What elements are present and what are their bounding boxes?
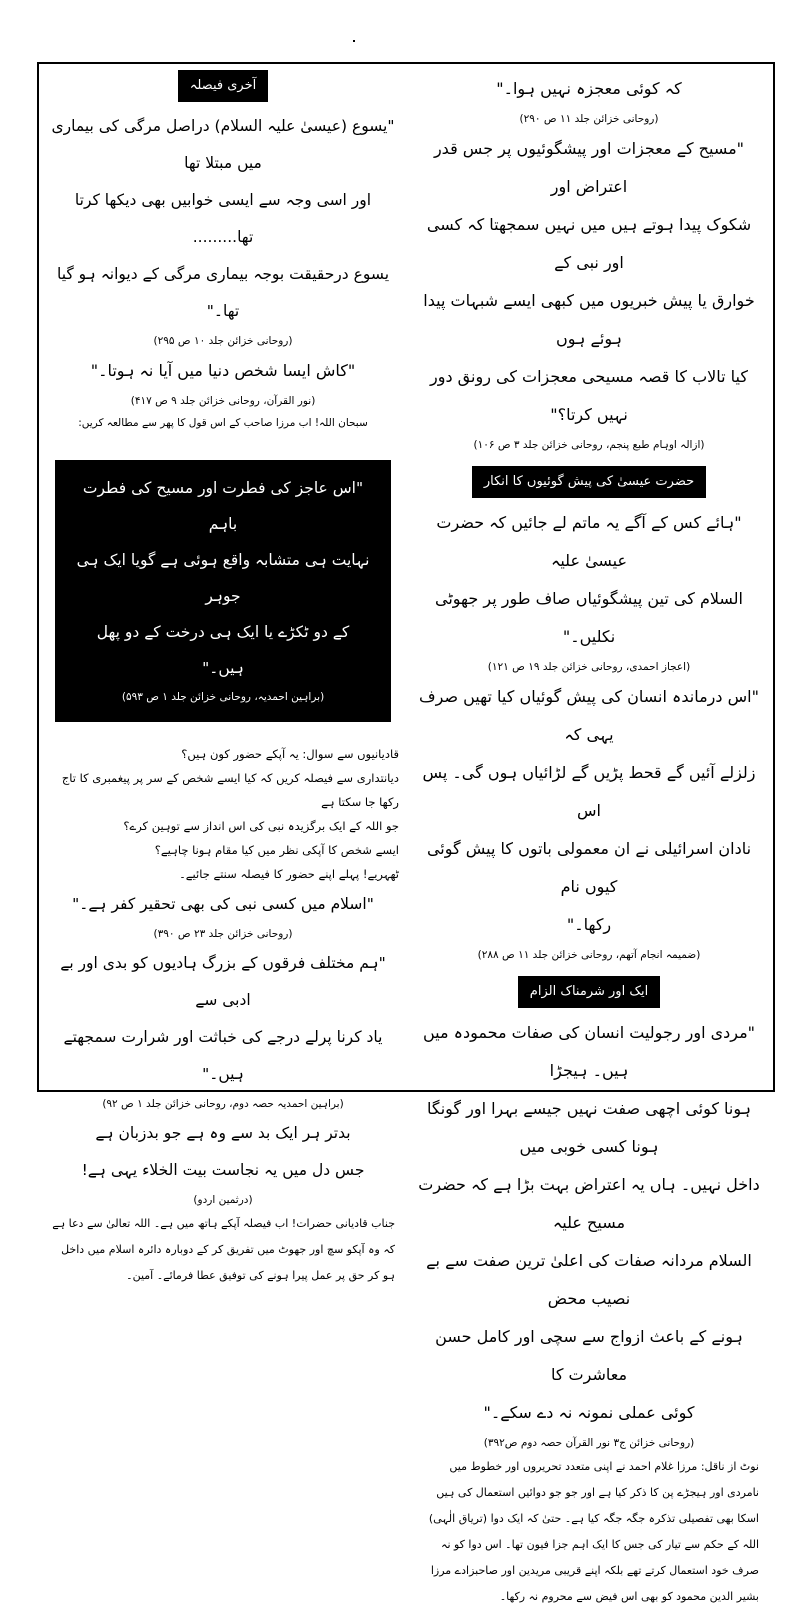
- quote-line: زلزلے آئیں گے قحط پڑیں گے لڑائیاں ہوں گی۔ پس اس: [422, 763, 756, 820]
- quote-line: "ہم مختلف فرقوں کے بزرگ ہادیوں کو بدی اور بے ادبی سے: [60, 954, 386, 1009]
- quote-line: یاد کرنا پرلے درجے کی خباثت اور شرارت سمجھتے ہیں۔": [63, 1028, 383, 1083]
- quote-continuation: کہ کوئی معجزہ نہیں ہوا۔": [496, 79, 682, 98]
- quote-line: السلام مردانہ صفات کی اعلیٰ ترین صفت سے بے نصیب محض: [426, 1251, 752, 1308]
- citation: (روحانی خزائن جلد ۱۱ ص ۲۹۰): [519, 113, 659, 125]
- quote-line: السلام کی تین پیشگوئیاں صاف طور پر جھوٹی نکلیں۔": [435, 589, 743, 646]
- question-line: قادیانیوں سے سوال: یہ آپکے حضور کون ہیں؟: [181, 747, 399, 761]
- quote-line: کیا تالاب کا قصہ مسیحی معجزات کی رونق دور نہیں کرتا؟": [430, 367, 748, 424]
- scan-speck: [353, 40, 355, 42]
- right-column: [405, 64, 773, 1603]
- quote-line: اور اسی وجہ سے ایسی خوابیں بھی دیکھا کرتا تھا.........: [74, 191, 372, 246]
- citation: (ازالہ اوہام طبع پنجم، روحانی خزائن جلد ۳ ص ۱۰۶): [473, 439, 705, 451]
- quote-line: رکھا۔": [566, 915, 612, 934]
- editor-note: نوٹ از ناقل: مرزا غلام احمد نے اپنی متعدد تحریروں اور خطوط میں نامردی اور ہیجڑے پن کا ذکر کیا ہے اور جو جو دوائیں استعمال کی ہیں اسکا بھی تفصیلی تذکرہ جگہ جگہ کیا ہے۔ حتیٰ کہ ایک دوا (تریاق الٰہی) اللہ کے حکم سے تیار کی جس کا ایک اہم جزا فیون تھا۔ اس دوا کو نہ صرف خود استعمال کرتے تھے بلکہ اپنے قریبی مریدین اور صاحبزادے مرزا بشیر الدین محمود کو بھی اس فیض سے محروم نہ رکھا۔: [428, 1460, 759, 1603]
- quote-line: خوارق یا پیش خبریوں میں کبھی ایسے شبہات پیدا ہوئے ہوں: [423, 291, 755, 348]
- quote-line: "اس عاجز کی فطرت اور مسیح کی فطرت باہم: [82, 479, 364, 533]
- quote-line: یسوع درحقیقت بوجہ بیماری مرگی کے دیوانہ ہو گیا تھا۔": [56, 265, 390, 320]
- citation: (درثمین اردو): [193, 1194, 253, 1206]
- citation: (روحانی خزائن جلد ۲۳ ص ۳۹۰): [153, 928, 293, 940]
- quote-line: "اسلام میں کسی نبی کی بھی تحقیر کفر ہے۔": [72, 895, 374, 913]
- quote-line: ہونے کے باعث ازواج سے سچی اور کامل حسن معاشرت کا: [435, 1327, 743, 1384]
- quote-line: ہونا کوئی اچھی صفت نہیں جیسے بہرا اور گونگا ہونا کسی خوبی میں: [426, 1099, 751, 1156]
- citation: (ضمیمہ انجام آتھم، روحانی خزائن جلد ۱۱ ص ۲۸۸): [477, 949, 701, 961]
- couplet-line: بدتر ہر ایک بد سے وہ ہے جو بدزبان ہے: [95, 1124, 351, 1142]
- citation: (اعجاز احمدی، روحانی خزائن جلد ۱۹ ص ۱۲۱): [487, 661, 691, 673]
- intro-text: سبحان اللہ! اب مرزا صاحب کے اس قول کا پھر سے مطالعہ کریں:: [78, 417, 368, 429]
- left-column: [39, 64, 407, 1282]
- couplet-line: جس دل میں یہ نجاست بیت الخلاء یہی ہے!: [81, 1161, 365, 1179]
- quote-line: "کاش ایسا شخص دنیا میں آیا نہ ہوتا۔": [90, 361, 356, 380]
- citation: (روحانی خزائن ج۳ نور القرآن حصہ دوم ص۳۹۲): [483, 1437, 695, 1449]
- citation: (روحانی خزائن جلد ۱۰ ص ۲۹۵): [153, 335, 293, 347]
- citation: (براہین احمدیہ، روحانی خزائن جلد ۱ ص ۵۹۳): [121, 691, 325, 703]
- quote-line: نہایت ہی متشابہ واقع ہوئی ہے گویا ایک ہی جوہر: [76, 551, 370, 605]
- quote-line: کے دو ٹکڑے یا ایک ہی درخت کے دو پھل: [96, 623, 350, 641]
- quote-line: "مردی اور رجولیت انسان کی صفات محمودہ میں ہیں۔ ہیجڑا: [422, 1023, 756, 1080]
- question-line: ایسے شخص کا آپکی نظر میں کیا مقام ہونا چاہیے؟: [154, 843, 399, 857]
- quote-line: "یسوع (عیسیٰ علیہ السلام) دراصل مرگی کی بیماری میں مبتلا تھا: [51, 117, 395, 172]
- quote-line: "مسیح کے معجزات اور پیشگوئیوں پر جس قدر اعتراض اور: [433, 139, 745, 196]
- section-heading: ایک اور شرمناک الزام: [518, 976, 660, 1008]
- section-heading: آخری فیصلہ: [178, 70, 268, 102]
- highlighted-quote-panel: [55, 460, 391, 722]
- question-line: ٹھہریے! پہلے اپنے حضور کا فیصلہ سنتے جائیے۔: [179, 867, 399, 881]
- quote-line: "اس درماندہ انسان کی پیش گوئیاں کیا تھیں صرف یہی کہ: [419, 687, 759, 744]
- quote-line: کوئی عملی نمونہ نہ دے سکے۔": [483, 1403, 695, 1422]
- question-line: دیانتداری سے فیصلہ کریں کہ کیا ایسے شخص کے سر پر پیغمبری کا تاج رکھا جا سکتا ہے: [61, 771, 399, 809]
- page-frame: [37, 62, 775, 1603]
- section-heading: حضرت عیسیٰ کی پیش گوئیوں کا انکار: [472, 466, 706, 498]
- quote-line: داخل نہیں۔ ہاں یہ اعتراض بہت بڑا ہے کہ حضرت مسیح علیہ: [418, 1175, 760, 1232]
- quote-line: شکوک پیدا ہوتے ہیں میں نہیں سمجھتا کہ کسی اور نبی کے: [426, 215, 752, 272]
- question-line: جو اللہ کے ایک برگزیدہ نبی کی اس انداز سے توہین کرے؟: [123, 819, 399, 833]
- citation: (براہین احمدیہ حصہ دوم، روحانی خزائن جلد ۱ ص ۹۲): [102, 1098, 344, 1110]
- quote-line: نادان اسرائیلی نے ان معمولی باتوں کا پیش گوئی کیوں نام: [426, 839, 752, 896]
- quote-line: "ہائے کس کے آگے یہ ماتم لے جائیں کہ حضرت عیسیٰ علیہ: [436, 513, 742, 570]
- citation: (نور القرآن، روحانی خزائن جلد ۹ ص ۴۱۷): [130, 395, 316, 407]
- quote-line: ہیں۔": [202, 659, 244, 677]
- closing-prayer: جناب قادیانی حضرات! اب فیصلہ آپکے ہاتھ میں ہے۔ اللہ تعالیٰ سے دعا ہے کہ وہ آپکو سچ اور جھوٹ میں تفریق کر کے دوبارہ دائرہ اسلام میں داخل ہو کر حق پر عمل پیرا ہونے کی توفیق عطا فرمائے۔ آمین۔: [52, 1217, 395, 1282]
